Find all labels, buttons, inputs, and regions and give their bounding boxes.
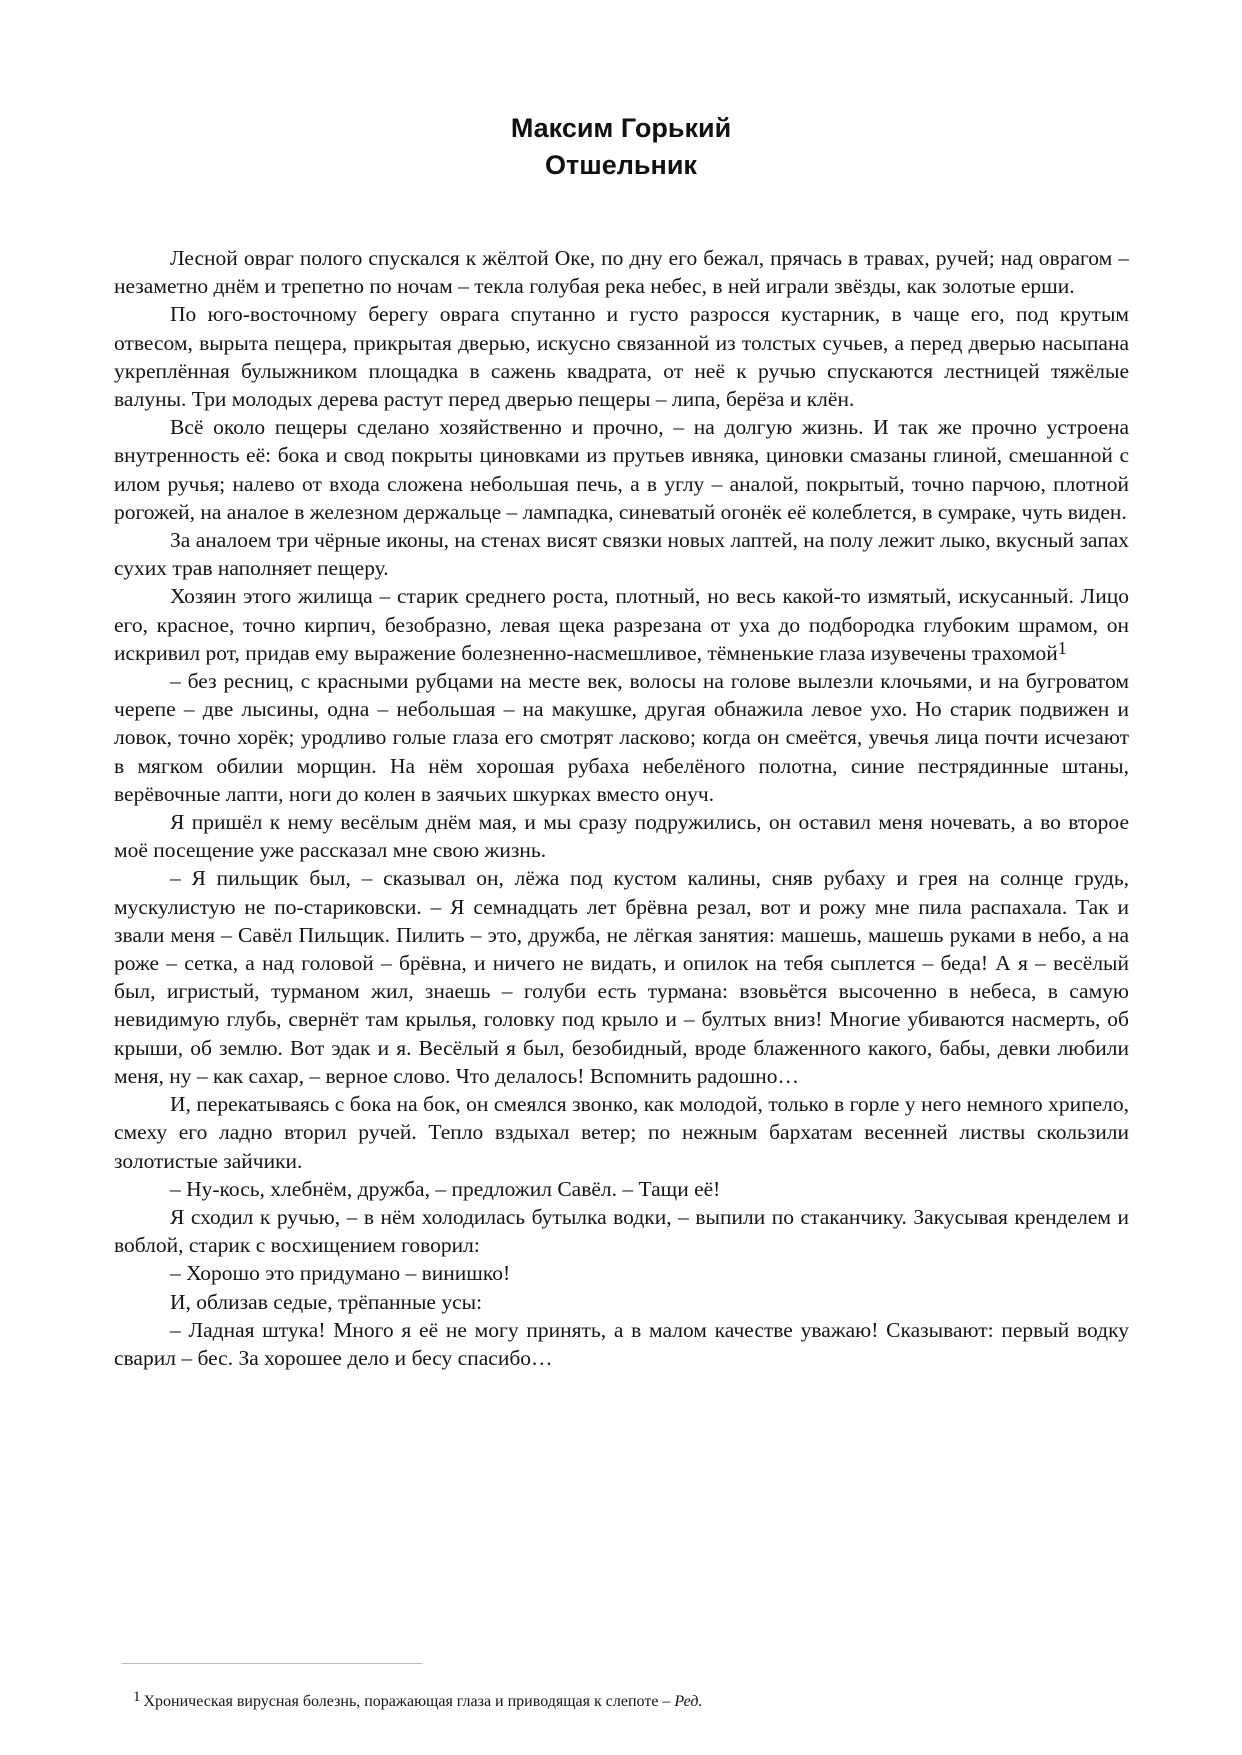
paragraph: И, облизав седые, трёпанные усы: bbox=[170, 1289, 483, 1314]
document-title: Отшельник bbox=[545, 150, 697, 180]
paragraph: – Ну-кось, хлебнём, дружба, – предложил Савёл. – Тащи её! bbox=[170, 1176, 721, 1201]
paragraph: – Ладная штука! Много я её не могу принять, а в малом качестве уважаю! Сказывают: первый водку сварил – бес. За хорошее дело и бесу спасибо… bbox=[114, 1317, 1129, 1370]
document-header bbox=[0, 110, 1242, 184]
paragraph-continuation: – без ресниц, с красными рубцами на месте век, волосы на голове вылезли клочьями, и на бугроватом черепе – две лысины, одна – небольшая – на макушке, другая обнажила левое ухо. Но старик подвижен и ловок, точно хорёк; уродливо голые глаза его смотрят ласково; когда он смеётся, увечья лица почти исчезают в мягком обилии морщин. На нём хорошая рубаха небелёного полотна, синие пестрядинные штаны, верёвочные лапти, ноги до колен в заячьих шкурках вместо онуч. bbox=[114, 669, 1129, 806]
paragraph: Лесной овраг полого спускался к жёлтой Оке, по дну его бежал, прячась в травах, ручей; над оврагом – незаметно днём и трепетно по ночам – текла голубая река небес, в ней играли звёзды, как золотые ерши. bbox=[114, 246, 1129, 299]
paragraph: И, перекатываясь с бока на бок, он смеялся звонко, как молодой, только в горле у него немного хрипело, смеху его ладно вторил ручей. Тепло вздыхал ветер; по нежным бархатам весенней листвы скользили золотистые зайчики. bbox=[114, 1092, 1129, 1173]
footnote-mark: 1 bbox=[133, 1689, 141, 1705]
paragraph: Всё около пещеры сделано хозяйственно и прочно, – на долгую жизнь. И так же прочно устроена внутренность её: бока и свод покрыты циновками из прутьев ивняка, циновки смазаны глиной, смешанной с илом ручья; налево от входа сложена небольшая печь, а в углу – аналой, покрытый, точно парчою, плотной рогожей, на аналое в железном держальце – лампадка, синеватый огонёк её колеблется, в сумраке, чуть виден. bbox=[114, 415, 1129, 524]
paragraph-text: Хозяин этого жилища – старик среднего роста, плотный, но весь какой-то измятый, искусанный. Лицо его, красное, точно кирпич, безобразно, левая щека разрезана от уха до подбородка глубоким шрамом, он искривил рот, придав ему выражение болезненно-насмешливое, тёмненькие глаза изувечены трахомой bbox=[114, 584, 1129, 665]
paragraph: За аналоем три чёрные иконы, на стенах висят связки новых лаптей, на полу лежит лыко, вкусный запах сухих трав наполняет пещеру. bbox=[114, 528, 1129, 581]
footnote-text: Хроническая вирусная болезнь, поражающая глаза и приводящая к слепоте – bbox=[143, 1693, 675, 1710]
paragraph: Я пришёл к нему весёлым днём мая, и мы сразу подружились, он оставил меня ночевать, а во второе моё посещение уже рассказал мне свою жизнь. bbox=[114, 810, 1129, 863]
paragraph: – Я пильщик был, – сказывал он, лёжа под кустом калины, сняв рубаху и грея на солнце грудь, мускулистую не по-стариковски. – Я семнадцать лет брёвна резал, вот и рожу мне пила распахала. Так и звали меня – Савёл Пильщик. Пилить – это, дружба, не лёгкая занятия: машешь, машешь руками в небо, а на роже – сетка, а над головой – брёвна, и ничего не видать, и опилок на тебя сыплется – беда! А я – весёлый был, игристый, турманом жил, знаешь – голуби есть турмана: взовьётся высоченно в небеса, в самую невидимую глубь, свернёт там крылья, головку под крыло и – бултых вниз! Многие убиваются насмерть, об крыши, об землю. Вот эдак и я. Весёлый я был, безобидный, вроде блаженного какого, бабы, девки любили меня, ну – как сахар, – верное слово. Что делалось! Вспомнить радошно… bbox=[114, 866, 1129, 1088]
paragraph: По юго-восточному берегу оврага спутанно и густо разросся кустарник, в чаще его, под крутым отвесом, вырыта пещера, прикрытая дверью, искусно связанной из толстых сучьев, а перед дверью насыпана укреплённая булыжником площадка в сажень квадрата, от неё к ручью спускаются лестницей тяжёлые валуны. Три молодых дерева растут перед дверью пещеры – липа, берёза и клён. bbox=[114, 302, 1129, 412]
body-text bbox=[114, 244, 1129, 1372]
paragraph: – Хорошо это придумано – винишко! bbox=[170, 1261, 511, 1286]
footnote bbox=[133, 1686, 1123, 1713]
footnote-reference[interactable]: 1 bbox=[1057, 637, 1067, 658]
paragraph-with-footnote bbox=[114, 582, 1129, 667]
footnote-editor-note: Ред. bbox=[674, 1693, 703, 1710]
paragraph: Я сходил к ручью, – в нём холодилась бутылка водки, – выпили по стаканчику. Закусывая кренделем и воблой, старик с восхищением говорил: bbox=[114, 1204, 1129, 1258]
footnote-divider bbox=[122, 1663, 422, 1664]
author-name: Максим Горький bbox=[510, 113, 732, 143]
